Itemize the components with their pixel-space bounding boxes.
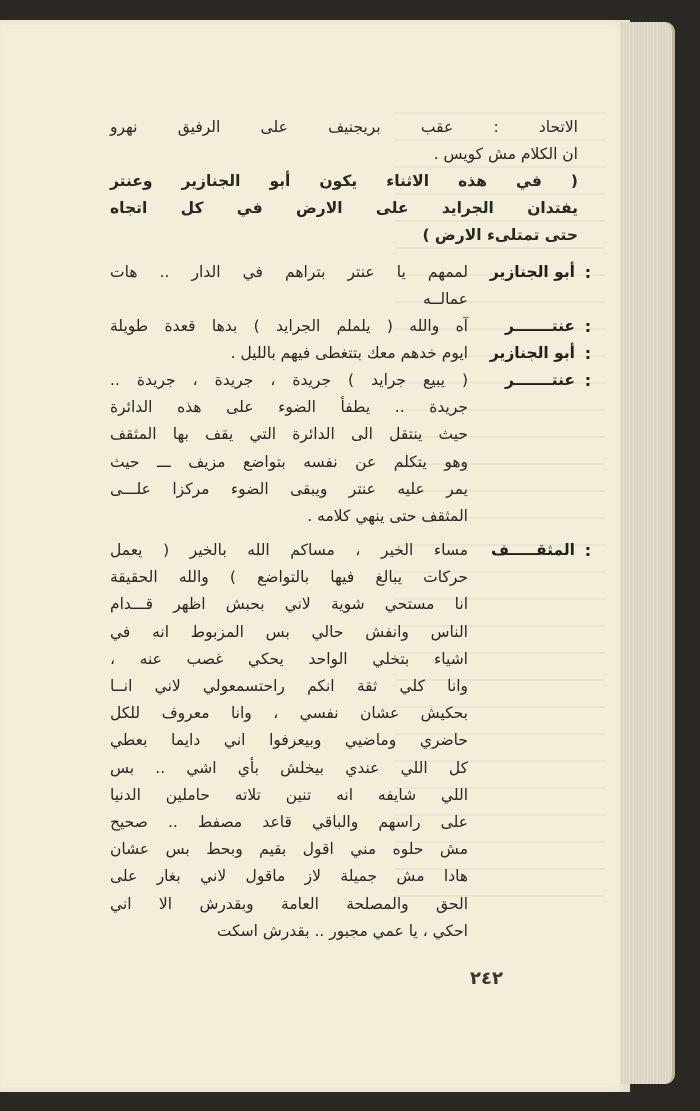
page-number: ٢٤٢ — [470, 968, 503, 989]
speaker-colon: : — [584, 371, 592, 390]
text-line: ان الكلام مش كويس . — [433, 145, 578, 164]
text-line: يفتدان الجرايد على الارض في كل اتجاه — [110, 199, 578, 218]
text-line: يمر عليه عنتر ويبقى الضوء مركزا علـــى — [110, 479, 468, 498]
dialogue-text — [110, 340, 468, 367]
text-line: هادا مش جميلة لاز ماقول لاني بغار على — [110, 867, 468, 886]
speaker-name: عنتـــــــر — [505, 317, 575, 335]
text-line: وانا كلي ثقة انكم راحتسمعولي لاني انــا — [110, 677, 468, 696]
text-line: حتى تمتلىء الارض ) — [422, 226, 578, 245]
dialogue-text — [110, 259, 468, 313]
text-line: جريدة .. يطفأ الضوء على هذه الدائرة — [110, 398, 468, 417]
speaker-colon: : — [584, 263, 592, 282]
text-line: حركات يبالغ فيها بالتواضع ) والله الحقيقة — [110, 568, 468, 587]
text-line: لممهم يا عنتر بتراهم في الدار .. هات — [110, 263, 468, 281]
speaker-name: عنتـــــــر — [505, 371, 575, 389]
text-line: الناس وانفش حالي بس المزبوط انه في — [110, 622, 468, 641]
text-line: وهو يتكلم عن نفسه بتواضع مزيف ـــ حيث — [110, 452, 468, 471]
dialogue-text — [110, 537, 468, 945]
stage-direction — [110, 168, 578, 250]
text-line: حيث ينتقل الى الدائرة التي يقف بها المثقف — [110, 425, 468, 444]
text-line: على راسهم والباقي قاعد مصفط .. صحيح — [110, 813, 468, 832]
text-line: احكي ، يا عمي مجبور .. بقدرش اسكت — [216, 921, 468, 940]
intro-paragraph — [110, 114, 578, 168]
page-edges — [620, 22, 675, 1084]
text-line: بحكيش عشان نفسي ، وانا معروف للكل — [110, 704, 468, 723]
text-line: ( يبيع جرايد ) جريدة ، جريدة ، جريدة .. — [110, 371, 468, 389]
text-line: حاضري وماضيي وبيعرفوا اني دايما بعطي — [110, 731, 468, 750]
speaker-colon: : — [584, 344, 592, 363]
speaker-colon: : — [584, 541, 592, 560]
speaker-colon: : — [584, 317, 592, 336]
text-line: مساء الخير ، مساكم الله بالخير ( يعمل — [110, 541, 468, 559]
text-line: اشياء بتخلي الواحد يحكي غصب عنه ، — [110, 649, 468, 668]
text-line: كل اللي عندي بيخلش بأي اشي .. بس — [110, 758, 468, 777]
text-line: آه والله ( يلملم الجرايد ) بدها قعدة طويلة — [110, 317, 468, 335]
speaker-name: أبو الجنازير — [489, 344, 575, 362]
text-line: اللي شايفه انه تنين تلاته حاملين الدنيا — [110, 785, 468, 804]
dialogue-text — [110, 367, 468, 530]
text-line: مش حلوه مني اقول بقيم وبحط بس عشان — [110, 840, 468, 859]
text-line: المثقف حتى ينهي كلامه . — [307, 507, 468, 526]
text-line: عمالــه — [422, 290, 468, 309]
text-line: الاتحاد : عقب بريجنيف على الرفيق نهرو — [110, 118, 578, 136]
text-line: انا مستحي شوية لاني بحبش اظهر قـــدام — [110, 595, 468, 614]
speaker-name: أبو الجنازير — [489, 263, 575, 281]
speaker-name: المثقـــــف — [491, 541, 575, 559]
text-line: الحق والمصلحة العامة وبقدرش الا اني — [110, 894, 468, 913]
text-line: ايوم خدهم معك بتتغطى فيهم بالليل . — [230, 344, 468, 362]
text-line: ( في هذه الاثناء يكون أبو الجنازير وعنتر — [110, 172, 578, 190]
dialogue-text — [110, 313, 468, 340]
